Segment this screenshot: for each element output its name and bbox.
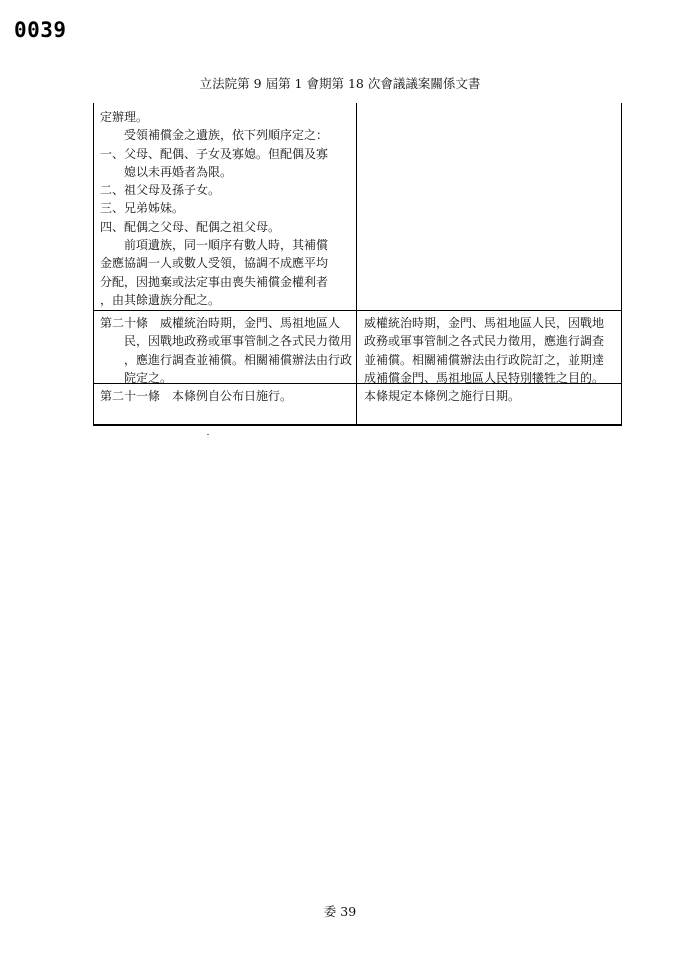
article-21-explanation-cell <box>364 387 520 405</box>
text-line: 定辦理。 <box>100 110 149 124</box>
text-line: 院定之。 <box>100 370 173 385</box>
text-line: ，由其餘遺族分配之。 <box>100 292 221 307</box>
text-line: 成補償金門、馬祖地區人民特別犧牲之目的。 <box>364 370 605 385</box>
page-code: 0039 <box>14 18 67 42</box>
row-divider <box>94 310 621 311</box>
text-line: 政務或軍事管制之各式民力徵用，應進行調查 <box>364 334 605 349</box>
article-20-text-cell <box>100 314 352 387</box>
bill-comparison-table <box>93 103 622 426</box>
text-line: 並補償。相關補償辦法由行政院訂之，並期達 <box>364 352 605 367</box>
column-divider <box>356 103 357 424</box>
text-line: 媳以未再婚者為限。 <box>100 164 233 179</box>
article-20-explanation-cell <box>364 314 604 387</box>
text-line: 第二十條 威權統治時期，金門、馬祖地區人 <box>100 316 341 330</box>
text-line: 二、祖父母及孫子女。 <box>100 183 221 198</box>
text-line: ，應進行調查並補償。相關補償辦法由行政 <box>100 352 353 367</box>
text-line: 威權統治時期，金門、馬祖地區人民，因戰地 <box>364 316 605 330</box>
text-line: 受領補償金之遺族，依下列順序定之： <box>100 128 329 143</box>
text-line: 第二十一條 本條例自公布日施行。 <box>100 389 293 403</box>
text-line: 本條規定本條例之施行日期。 <box>364 389 521 403</box>
text-line: 一、父母、配偶、子女及寡媳。但配偶及寡 <box>100 146 329 161</box>
article-21-text-cell <box>100 387 292 405</box>
page-header: 立法院第 9 屆第 1 會期第 18 次會議議案關係文書 <box>199 76 481 91</box>
scan-speck <box>207 434 209 435</box>
text-line: 分配，因拋棄或法定事由喪失補償金權利者 <box>100 274 329 289</box>
text-line: 三、兄弟姊妹。 <box>100 201 185 216</box>
text-line: 前項遺族，同一順序有數人時，其補償 <box>100 238 329 253</box>
text-line: 民，因戰地政務或軍事管制之各式民力徵用 <box>100 334 353 349</box>
continued-article-cell <box>100 108 328 309</box>
page-number: 委 39 <box>323 904 357 919</box>
text-line: 四、配偶之父母、配偶之祖父母。 <box>100 219 281 234</box>
text-line: 金應協調一人或數人受領，協調不成應平均 <box>100 256 329 271</box>
